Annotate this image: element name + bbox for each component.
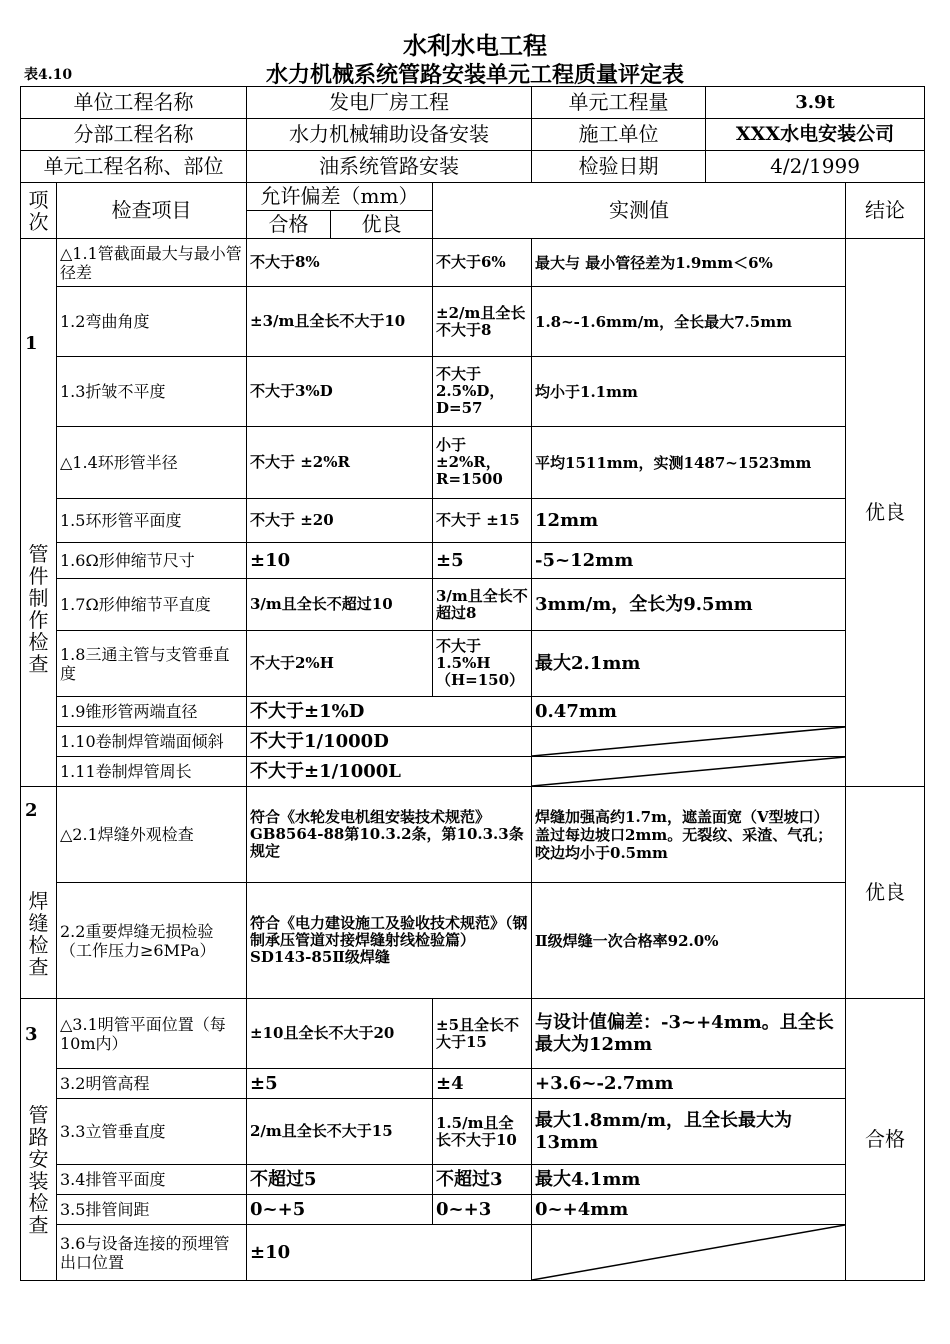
measured-value: 0.47mm xyxy=(532,697,846,727)
tolerance-value: 符合《电力建设施工及验收技术规范》（钢制承压管道对接焊缝射线检验篇）SD143-85Ⅱ级焊缝 xyxy=(247,883,532,999)
pass-value: ±10 xyxy=(247,543,433,579)
measured-value: 0~+4mm xyxy=(532,1195,846,1225)
table-row xyxy=(21,727,925,757)
table-row xyxy=(21,1099,925,1165)
excellent-value: 小于 ±2%R，R=1500 xyxy=(433,427,532,499)
col-pass-header: 合格 xyxy=(247,211,331,239)
date-value: 4/2/1999 xyxy=(706,151,925,183)
pass-value: ±10且全长不大于20 xyxy=(247,999,433,1069)
excellent-value: 不大于1.5%H（H=150） xyxy=(433,631,532,697)
check-item: 3.2明管高程 xyxy=(57,1069,247,1099)
excellent-value: 0~+3 xyxy=(433,1195,532,1225)
unit-quantity-label: 单元工程量 xyxy=(532,87,706,119)
table-row xyxy=(21,357,925,427)
table-row xyxy=(21,631,925,697)
excellent-value: ±5 xyxy=(433,543,532,579)
check-item: 1.6Ω形伸缩节尺寸 xyxy=(57,543,247,579)
col-tolerance-header: 允许偏差（mm） xyxy=(247,183,433,211)
unit-project-label: 单位工程名称 xyxy=(21,87,247,119)
section-1-conclusion: 优良 xyxy=(846,239,925,787)
pass-value: 不大于3%D xyxy=(247,357,433,427)
check-item: 1.10卷制焊管端面倾斜 xyxy=(57,727,247,757)
contractor-value: XXX水电安装公司 xyxy=(706,119,925,151)
section-number: 3 xyxy=(25,1024,38,1045)
table-row xyxy=(21,697,925,727)
section-number: 2 xyxy=(25,800,38,821)
check-item: 1.9锥形管两端直径 xyxy=(57,697,247,727)
measured-value: 最大与 最小管径差为1.9mm＜6% xyxy=(532,239,846,287)
document-title: 水利水电工程 xyxy=(403,31,547,60)
section-2-cell xyxy=(21,787,57,999)
table-row xyxy=(21,999,925,1069)
column-header-row-1 xyxy=(21,183,925,211)
check-item: 2.2重要焊缝无损检验（工作压力≥6MPa） xyxy=(57,883,247,999)
measured-value: -5~12mm xyxy=(532,543,846,579)
check-item: 1.8三通主管与支管垂直度 xyxy=(57,631,247,697)
excellent-value: ±2/m且全长不大于8 xyxy=(433,287,532,357)
table-row xyxy=(21,427,925,499)
check-item: 3.6与设备连接的预埋管出口位置 xyxy=(57,1225,247,1281)
measured-value: 12mm xyxy=(532,499,846,543)
table-row xyxy=(21,499,925,543)
pass-value: 不大于8% xyxy=(247,239,433,287)
document-subtitle: 水力机械系统管路安装单元工程质量评定表 xyxy=(265,62,684,88)
pass-value: 不超过5 xyxy=(247,1165,433,1195)
measured-value: +3.6~-2.7mm xyxy=(532,1069,846,1099)
pass-value: 3/m且全长不超过10 xyxy=(247,579,433,631)
section-3-conclusion: 合格 xyxy=(846,999,925,1281)
tolerance-value: 不大于1/1000D xyxy=(247,727,532,757)
excellent-value: 不大于 ±15 xyxy=(433,499,532,543)
col-conclusion-header: 结论 xyxy=(846,183,925,239)
table-row xyxy=(21,543,925,579)
date-label: 检验日期 xyxy=(532,151,706,183)
diagonal-slash xyxy=(532,727,845,756)
table-row xyxy=(21,1225,925,1281)
measured-empty-cell xyxy=(532,1225,846,1281)
contractor-label: 施工单位 xyxy=(532,119,706,151)
check-item: 1.7Ω形伸缩节平直度 xyxy=(57,579,247,631)
excellent-value: 不超过3 xyxy=(433,1165,532,1195)
pass-value: 2/m且全长不大于15 xyxy=(247,1099,433,1165)
tolerance-value: 不大于±1%D xyxy=(247,697,532,727)
measured-value: 平均1511mm，实测1487~1523mm xyxy=(532,427,846,499)
col-item-header: 检查项目 xyxy=(57,183,247,239)
info-row-3 xyxy=(21,151,925,183)
check-item: 1.3折皱不平度 xyxy=(57,357,247,427)
excellent-value: 1.5/m且全长不大于10 xyxy=(433,1099,532,1165)
table-row xyxy=(21,579,925,631)
section-3-cell xyxy=(21,999,57,1281)
element-label: 单元工程名称、部位 xyxy=(21,151,247,183)
col-no-header: 项次 xyxy=(21,183,57,239)
measured-value: 最大1.8mm/m，且全长最大为13mm xyxy=(532,1099,846,1165)
check-item: 1.11卷制焊管周长 xyxy=(57,757,247,787)
measured-value: 最大2.1mm xyxy=(532,631,846,697)
table-row xyxy=(21,883,925,999)
tolerance-value: 不大于±1/1000L xyxy=(247,757,532,787)
measured-empty-cell xyxy=(532,727,846,757)
diagonal-slash xyxy=(532,1225,845,1280)
section-name: 管件制作检查 xyxy=(28,542,49,676)
pass-value: 不大于 ±20 xyxy=(247,499,433,543)
measured-value: 1.8~-1.6mm/m，全长最大7.5mm xyxy=(532,287,846,357)
col-measured-header: 实测值 xyxy=(433,183,846,239)
excellent-value: 不大于2.5%D，D=57 xyxy=(433,357,532,427)
pass-value: 不大于 ±2%R xyxy=(247,427,433,499)
check-item: △1.1管截面最大与最小管径差 xyxy=(57,239,247,287)
measured-value: 均小于1.1mm xyxy=(532,357,846,427)
table-row xyxy=(21,1069,925,1099)
table-row xyxy=(21,787,925,883)
tolerance-value: ±10 xyxy=(247,1225,532,1281)
section-number: 1 xyxy=(25,333,38,354)
form-number: 表4.10 xyxy=(24,67,73,83)
pass-value: ±3/m且全长不大于10 xyxy=(247,287,433,357)
section-1-cell xyxy=(21,239,57,787)
section-name: 管路安装检查 xyxy=(28,1103,49,1237)
pass-value: ±5 xyxy=(247,1069,433,1099)
col-excellent-header: 优良 xyxy=(331,211,433,239)
info-row-1 xyxy=(21,87,925,119)
tolerance-value: 符合《水轮发电机组安装技术规范》GB8564-88第10.3.2条，第10.3.3条规定 xyxy=(247,787,532,883)
section-2-conclusion: 优良 xyxy=(846,787,925,999)
measured-empty-cell xyxy=(532,757,846,787)
measured-value: Ⅱ级焊缝一次合格率92.0% xyxy=(532,883,846,999)
check-item: △2.1焊缝外观检查 xyxy=(57,787,247,883)
unit-project-value: 发电厂房工程 xyxy=(247,87,532,119)
check-item: 3.5排管间距 xyxy=(57,1195,247,1225)
table-row xyxy=(21,287,925,357)
excellent-value: ±5且全长不大于15 xyxy=(433,999,532,1069)
table-row xyxy=(21,1165,925,1195)
pass-value: 0~+5 xyxy=(247,1195,433,1225)
check-item: 1.5环形管平面度 xyxy=(57,499,247,543)
table-row xyxy=(21,757,925,787)
sub-project-value: 水力机械辅助设备安装 xyxy=(247,119,532,151)
pass-value: 不大于2%H xyxy=(247,631,433,697)
diagonal-slash xyxy=(532,757,845,786)
check-item: 3.3立管垂直度 xyxy=(57,1099,247,1165)
check-item: 1.2弯曲角度 xyxy=(57,287,247,357)
measured-value: 最大4.1mm xyxy=(532,1165,846,1195)
measured-value: 焊缝加强高约1.7m，遮盖面宽（V型坡口）盖过每边坡口2mm。无裂纹、采渣、气孔；咬边均小于0.5mm xyxy=(532,787,846,883)
excellent-value: 不大于6% xyxy=(433,239,532,287)
unit-quantity-value: 3.9t xyxy=(706,87,925,119)
section-name: 焊缝检查 xyxy=(28,889,49,979)
table-row xyxy=(21,239,925,287)
table-row xyxy=(21,1195,925,1225)
check-item: △1.4环形管半径 xyxy=(57,427,247,499)
element-value: 油系统管路安装 xyxy=(247,151,532,183)
quality-assessment-table xyxy=(20,86,925,1281)
info-row-2 xyxy=(21,119,925,151)
sub-project-label: 分部工程名称 xyxy=(21,119,247,151)
check-item: 3.4排管平面度 xyxy=(57,1165,247,1195)
measured-value: 3mm/m，全长为9.5mm xyxy=(532,579,846,631)
excellent-value: ±4 xyxy=(433,1069,532,1099)
excellent-value: 3/m且全长不超过8 xyxy=(433,579,532,631)
measured-value: 与设计值偏差：-3~+4mm。且全长最大为12mm xyxy=(532,999,846,1069)
check-item: △3.1明管平面位置（每10m内） xyxy=(57,999,247,1069)
